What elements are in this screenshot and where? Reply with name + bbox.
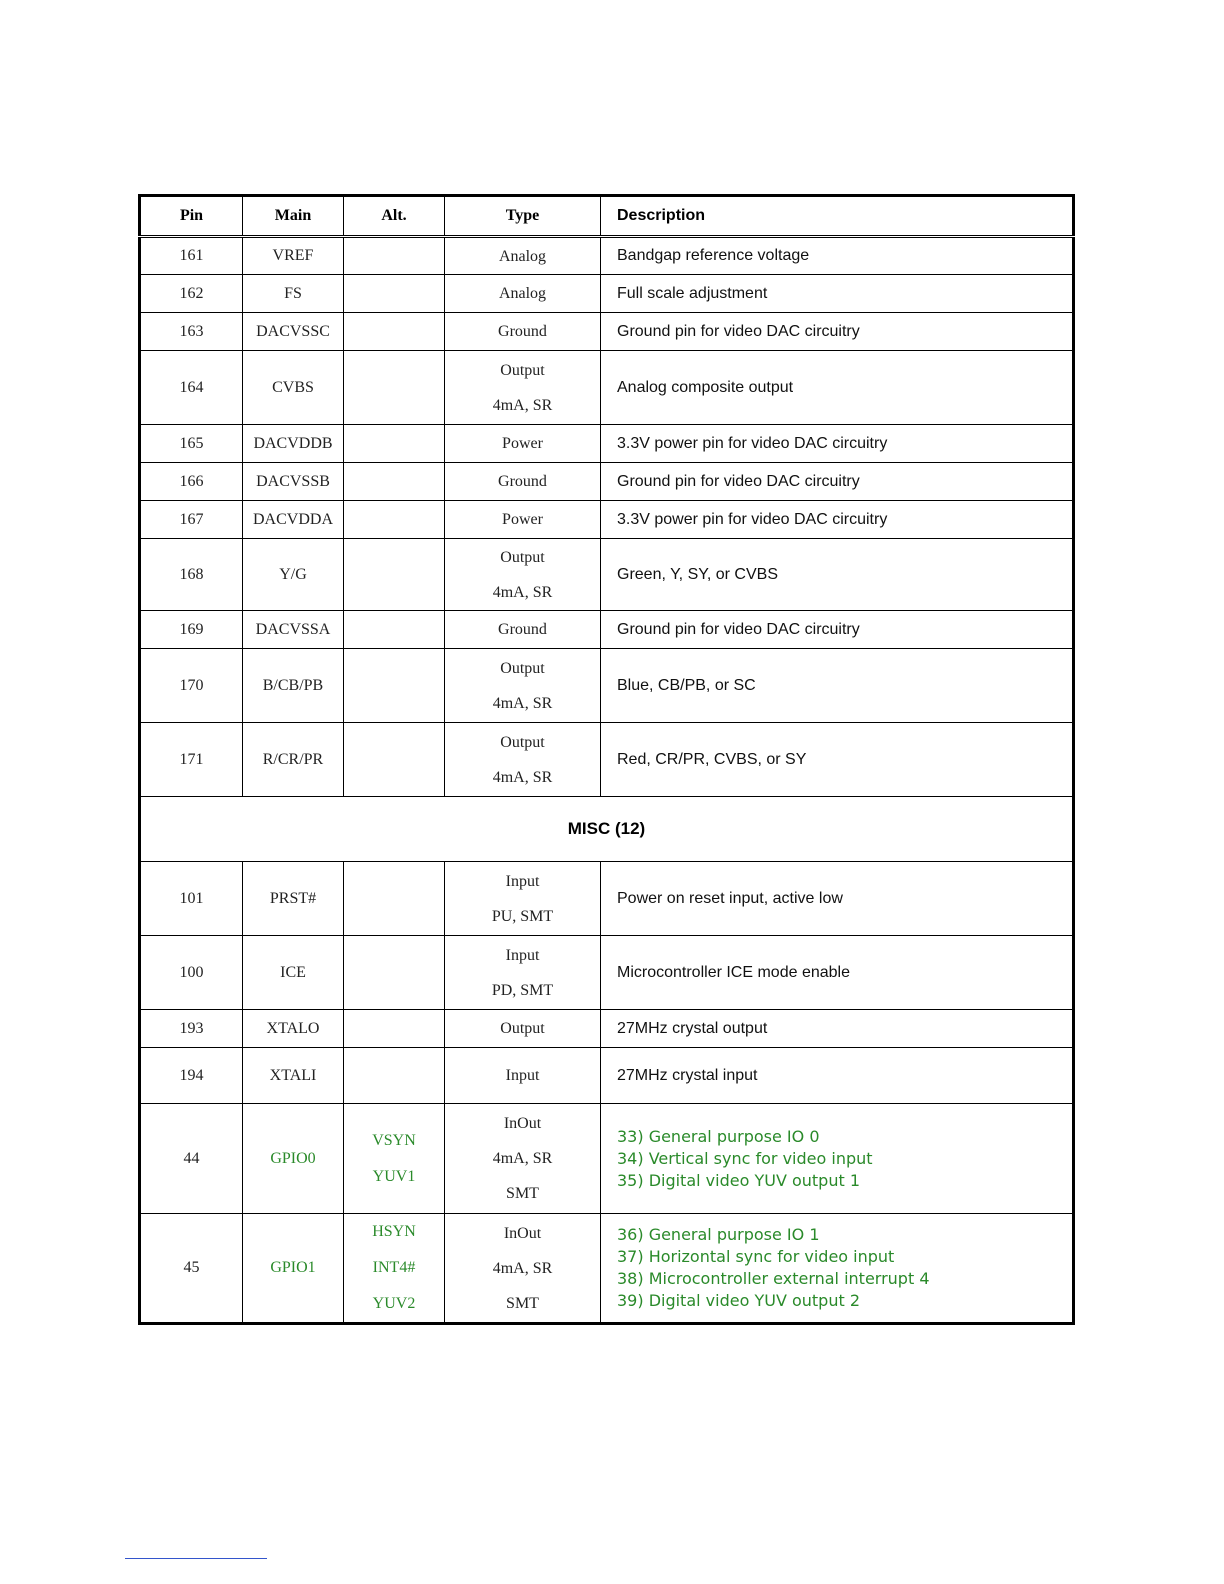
pin-number: 100 [140,936,243,1010]
pin-type [445,351,601,425]
pin-type [445,1048,601,1104]
main-function: GPIO1 [243,1214,344,1324]
pin-number: 168 [140,539,243,611]
main-function: XTALO [243,1010,344,1048]
table-row [140,723,1074,797]
header-pin: Pin [140,196,243,237]
pin-type-line: 4mA, SR [492,583,553,601]
pin-description [601,351,1074,425]
pin-type-line: Output [500,1020,545,1037]
pin-description-table [138,194,1075,1325]
alt-function [344,463,445,501]
alt-function [344,501,445,539]
pin-number: 193 [140,1010,243,1048]
pin-type [445,723,601,797]
pin-description [601,237,1074,275]
header-description: Description [601,196,1074,237]
pin-number: 166 [140,463,243,501]
main-function: PRST# [243,862,344,936]
pin-description [601,936,1074,1010]
pin-description [601,1010,1074,1048]
pin-type-line: PU, SMT [491,907,554,925]
table-row [140,1104,1074,1214]
alt-function [344,611,445,649]
pin-description [601,723,1074,797]
pin-number: 162 [140,275,243,313]
pin-type [445,539,601,611]
pin-type [445,275,601,313]
footnote-separator [125,1558,267,1559]
description-line: 33) General purpose IO 0 [617,1126,820,1146]
pin-type-line: InOut [503,1224,542,1242]
description-line: 39) Digital video YUV output 2 [617,1291,861,1310]
description-line: 35) Digital video YUV output 1 [617,1170,861,1190]
pin-type [445,425,601,463]
pin-description [601,1214,1074,1324]
pin-type-line: PD, SMT [491,981,554,999]
alt-function-line: YUV2 [372,1295,416,1312]
pin-type-line: Output [500,548,545,566]
pin-type [445,237,601,275]
pin-type [445,1104,601,1214]
header-main: Main [243,196,344,237]
alt-function [344,351,445,425]
table-row [140,1214,1074,1324]
alt-function-line: INT4# [372,1259,416,1276]
pin-number: 164 [140,351,243,425]
alt-function-line: HSYN [372,1223,416,1240]
main-function: ICE [243,936,344,1010]
pin-number: 101 [140,862,243,936]
pin-type-line: Output [500,733,545,751]
description-line: Full scale adjustment [617,284,768,302]
description-line: 3.3V power pin for video DAC circuitry [617,510,888,528]
pin-type-line: 4mA, SR [492,768,553,786]
description-line: Ground pin for video DAC circuitry [617,620,860,638]
main-function: DACVSSA [243,611,344,649]
pin-type [445,501,601,539]
pin-type-line: Analog [498,285,547,302]
pin-type [445,611,601,649]
misc-section [140,797,1074,862]
pin-description [601,862,1074,936]
misc-pin-rows [140,862,1074,1324]
pin-number: 171 [140,723,243,797]
pin-type-line: Ground [498,323,547,340]
main-function: GPIO0 [243,1104,344,1214]
pin-description [601,1048,1074,1104]
pin-type-line: Input [505,1067,540,1084]
pin-description [601,501,1074,539]
main-function: XTALI [243,1048,344,1104]
description-line: Bandgap reference voltage [617,247,810,264]
pin-number: 163 [140,313,243,351]
pin-type-line: Power [502,435,543,452]
header-alt: Alt. [344,196,445,237]
pin-type-line: Analog [498,247,547,265]
table-row [140,463,1074,501]
pin-number: 165 [140,425,243,463]
description-line: Blue, CB/PB, or SC [617,676,756,694]
pin-type [445,1214,601,1324]
pin-type-line: Power [502,511,543,528]
description-line: Analog composite output [617,378,794,396]
alt-function [344,313,445,351]
alt-function [344,649,445,723]
dac-pin-rows [140,237,1074,797]
description-line: 37) Horizontal sync for video input [617,1247,895,1266]
description-line: 3.3V power pin for video DAC circuitry [617,434,888,452]
pin-description [601,425,1074,463]
alt-function [344,1048,445,1104]
pin-type-line: 4mA, SR [492,1259,553,1277]
pin-type-line: Ground [498,621,547,638]
description-line: Red, CR/PR, CVBS, or SY [617,750,807,768]
main-function: DACVSSB [243,463,344,501]
pin-type-line: 4mA, SR [492,694,553,712]
pin-number: 170 [140,649,243,723]
pin-type [445,862,601,936]
alt-function-line: YUV1 [372,1167,416,1185]
pin-type-line: SMT [506,1185,539,1202]
main-function: FS [243,275,344,313]
alt-function [344,1214,445,1324]
description-line: 38) Microcontroller external interrupt 4 [617,1269,930,1288]
pin-type-line: SMT [506,1294,539,1312]
pin-description [601,611,1074,649]
pin-description [601,275,1074,313]
header-row [140,196,1074,237]
pin-type-line: Input [505,872,540,890]
description-line: Power on reset input, active low [617,889,843,907]
header-type: Type [445,196,601,237]
pin-type [445,936,601,1010]
table-row [140,1048,1074,1104]
table-row [140,611,1074,649]
pin-number: 44 [140,1104,243,1214]
pin-type-line: Input [505,946,540,964]
pin-description [601,313,1074,351]
pin-type [445,313,601,351]
alt-function [344,723,445,797]
main-function: R/CR/PR [243,723,344,797]
table-row [140,313,1074,351]
pin-type-line: InOut [503,1115,542,1132]
description-line: Ground pin for video DAC circuitry [617,322,860,340]
alt-function [344,1010,445,1048]
section-title: MISC (12) [140,797,1074,862]
alt-function-line: VSYN [372,1131,416,1149]
pin-description [601,463,1074,501]
main-function: DACVDDB [243,425,344,463]
pin-type [445,1010,601,1048]
pin-type-line: 4mA, SR [492,1150,553,1167]
pin-number: 161 [140,237,243,275]
table-row [140,649,1074,723]
description-line: 36) General purpose IO 1 [617,1225,820,1244]
table-row [140,862,1074,936]
pin-type [445,649,601,723]
pin-description [601,1104,1074,1214]
main-function: B/CB/PB [243,649,344,723]
alt-function [344,1104,445,1214]
pin-type-line: Output [500,361,545,379]
pin-type-line: Ground [498,473,547,490]
table-row [140,539,1074,611]
table-row [140,237,1074,275]
alt-function [344,425,445,463]
section-row [140,797,1074,862]
description-line: Microcontroller ICE mode enable [617,963,850,981]
main-function: DACVDDA [243,501,344,539]
pin-description [601,649,1074,723]
description-line: Ground pin for video DAC circuitry [617,472,860,490]
table-row [140,501,1074,539]
pin-type-line: Output [500,659,545,677]
description-line: Green, Y, SY, or CVBS [617,565,778,583]
pin-number: 169 [140,611,243,649]
pin-number: 167 [140,501,243,539]
pin-type-line: 4mA, SR [492,396,553,414]
main-function: DACVSSC [243,313,344,351]
pin-description [601,539,1074,611]
alt-function [344,237,445,275]
table-row [140,351,1074,425]
table-row [140,936,1074,1010]
description-line: 27MHz crystal input [617,1066,758,1084]
pin-type [445,463,601,501]
alt-function [344,936,445,1010]
alt-function [344,539,445,611]
main-function: VREF [243,237,344,275]
main-function: Y/G [243,539,344,611]
alt-function [344,862,445,936]
table-row [140,425,1074,463]
description-line: 27MHz crystal output [617,1019,768,1037]
description-line: 34) Vertical sync for video input [617,1148,873,1168]
table-row [140,275,1074,313]
pin-number: 45 [140,1214,243,1324]
table-row [140,1010,1074,1048]
main-function: CVBS [243,351,344,425]
pin-number: 194 [140,1048,243,1104]
alt-function [344,275,445,313]
